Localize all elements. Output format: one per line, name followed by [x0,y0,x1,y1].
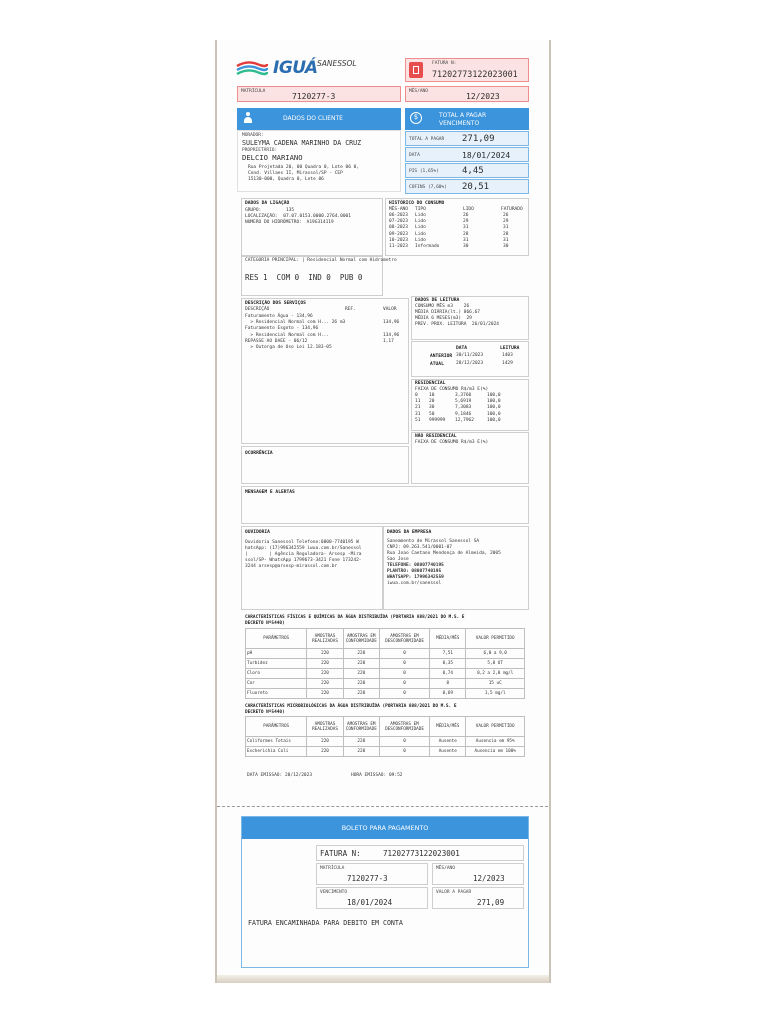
anterior-leitura: 1403 [502,353,513,358]
residencial-title: RESIDENCIAL [415,381,446,386]
boleto-matricula-label: MATRÍCULA [320,866,345,871]
nao-residencial-section [411,432,529,484]
boleto-fatura-value: 71202773122023001 [383,849,460,858]
logo-text: IGUÁ [273,58,318,78]
boleto-debito-text: FATURA ENCAMINHADA PARA DEBITO EM CONTA [248,919,403,927]
ocorrencia-title: OCORRÊNCIA [245,451,273,456]
servico-desc: Faturamento Água - 134,96 [245,314,313,319]
historico-title: HISTÓRICO DO CONSUMO [389,201,445,206]
local-value: 07.07.0153.0000.2764.0001 [283,214,351,219]
historico-cell: 09-2023 [389,231,408,237]
historico-cell: 07-2023 [389,219,408,225]
servico-h-desc: DESCRIÇÃO [245,307,270,312]
historico-cell: 29 [463,219,469,225]
residencial-cell: 100,0 [487,399,501,405]
categoria-section [241,256,397,296]
historico-cell: 26 [463,213,469,218]
servico-line [245,326,405,332]
leitura-h-leitura: LEITURA [500,346,520,351]
empresa-title: DADOS DA EMPRESA [387,530,432,535]
fisicas-header-row [246,629,525,649]
ouvidoria-line-3: | | Agência Reguladora- Arsesp -Mira [245,552,362,557]
micro-cell: Escherichia Coli [246,747,307,757]
fisicas-title-2: DECRETO Nº5440) [245,621,285,626]
residencial-section [411,379,529,431]
hist-h-faturado: FATURADO [501,207,523,212]
fisicas-cell: pH [246,649,307,659]
fisicas-cell: 5,0 UT [466,659,525,669]
categoria-title: CATEGORIA PRINCIPAL: | Residencial Normal com Hidrometro [245,258,397,263]
fisicas-cell: Turbidez [246,659,307,669]
boleto-matricula-value: 7120277-3 [347,874,388,883]
mes-ano-value: 12/2023 [466,92,500,101]
ligacao-title: DADOS DA LIGAÇÃO [245,201,290,206]
boleto-title: BOLETO PARA PAGAMENTO [341,824,429,832]
ouvidoria-line-4: ssol/SP- WhatsApp 1799673-3421 Fone 173242- [245,558,362,563]
servico-desc: REPASSE AO DAEE - 06/12 [245,338,308,344]
historico-cell: 31 [503,237,509,243]
historico-row [389,225,527,231]
grupo-label: GRUPO: [245,208,262,213]
fisicas-cell: 1,5 mg/l [466,689,525,699]
historico-cell: 30 [463,244,469,249]
pis-value: 4,45 [462,166,484,176]
leitura-section [411,296,529,340]
brand-logo [235,56,375,82]
fisicas-cell: 0 [379,679,429,689]
money-icon: $ [410,112,422,124]
micro-cell: Ausente [430,737,466,747]
servico-title: DESCRIÇÃO DOS SERVIÇOS [245,301,306,306]
matricula-label: MATRÍCULA [241,89,266,94]
micro-body [246,737,525,757]
fisicas-header-cell: MÉDIA/MÊS [430,629,466,649]
servico-valor: 134,96 [383,332,400,338]
micro-cell: Ausencia em 95% [466,737,525,747]
servico-desc: Faturamento Esgoto - 134,96 [245,326,319,332]
ligacao-section [241,198,383,256]
micro-header-row [246,717,525,737]
residencial-cell: 100,0 [487,405,501,411]
mes-ano-label: MÊS/ANO [409,89,428,94]
ouvidoria-line-1: Ouvidoria Sanessol Telefone:0800-7740195 W [245,540,359,545]
local-label: LOCALIZAÇÃO: [245,214,278,219]
boleto-valor-label: VALOR A PAGAR [436,890,472,895]
micro-row [246,737,525,747]
historico-cell: 11-2023 [389,244,408,249]
micro-cell: 220 [343,737,379,747]
historico-cell: Lido [415,219,426,225]
historico-cell: 26 [503,213,509,218]
fatura-label: FATURA N: [432,61,457,66]
historico-row [389,232,527,238]
fatura-header [405,58,529,82]
anterior-data: 30/11/2023 [456,353,484,358]
residencial-cell: 7,3083 [455,405,472,411]
utility-bill [215,40,551,983]
servico-line [245,345,405,351]
atual-label: ATUAL [430,362,444,367]
boleto-valor-value: 271,09 [477,898,505,907]
micro-header-cell: MÉDIA/MÊS [430,717,466,737]
residencial-row [415,412,527,418]
historico-cell: 31 [503,225,509,231]
hist-h-mes: MÊS-ANO [389,207,408,212]
micro-cell: Ausencia em 100% [466,747,525,757]
residencial-cell: 999999 [429,417,446,423]
micro-header-cell: AMOSTRAS REALIZADAS [307,717,343,737]
fisicas-header-cell: VALOR PERMITIDO [466,629,525,649]
emissao-hora-label: HORA EMISSAO: [351,773,387,778]
grupo-value: 135 [285,208,295,213]
fisicas-row [246,669,525,679]
user-icon [243,112,253,124]
total-value: 271,09 [462,134,495,144]
emissao-data-value: 28/12/2023 [284,773,313,778]
micro-header-cell: VALOR PERMITIDO [466,717,525,737]
emissao-data [247,773,312,779]
cliente-title: DADOS DO CLIENTE [283,115,343,122]
residencial-cell: 100,0 [487,411,501,417]
residencial-cell: 0 [415,393,418,398]
ouvidoria-section [241,526,383,610]
servico-valor: 134,96 [383,320,400,326]
anterior-label: ANTERIOR [430,354,453,359]
fisicas-cell: 220 [343,649,379,659]
fisicas-cell: 220 [343,659,379,669]
fisicas-cell: 220 [307,649,343,659]
empresa-line-5: TELEFONE: 08007740195 [387,563,444,568]
boleto-mes-ano-value: 12/2023 [473,874,505,883]
micro-cell: 220 [307,747,343,757]
mensagem-section [241,486,529,524]
boleto-vencimento-value: 18/01/2024 [347,898,393,907]
historico-cell: 28 [503,231,509,237]
atual-data: 28/12/2023 [456,361,484,366]
fisicas-header-cell: AMOSTRAS REALIZADAS [307,629,343,649]
boleto-header [242,817,528,839]
boleto-vencimento-label: VENCIMENTO [320,890,348,895]
nao-residencial-title: NÃO RESIDENCIAL [415,434,457,439]
categoria-line: RES 1 COM 0 IND 0 PUB 0 [245,273,363,282]
servico-valor: 1,17 [383,338,394,344]
residencial-cell: 51 [415,417,421,423]
residencial-cell: 50 [429,411,435,417]
micro-cell: 220 [343,747,379,757]
hist-h-lido: LIDO [463,207,474,212]
matricula-value: 7120277-3 [292,92,336,101]
residencial-cell: 3,3760 [455,393,472,398]
mes-ano-box [405,86,529,102]
emissao-data-label: DATA EMISSAO: [247,773,283,778]
fisicas-cell: 0,35 [430,659,466,669]
fisicas-cell: 220 [343,669,379,679]
fisicas-cell: 0,2 a 2,0 mg/l [466,669,525,679]
historico-cell: 29 [503,219,509,225]
historico-cell: Lido [415,231,426,237]
leitura-title: DADOS DE LEITURA [415,298,460,303]
mensagem-title: MENSAGEM E ALERTAS [245,490,295,495]
address-line-2: Cond. Villaes II, Mirassol/SP - CEP [248,171,343,176]
historico-cell: Lido [415,213,426,218]
fisicas-header-cell: PARÂMETROS [246,629,307,649]
data-value: 18/01/2024 [462,151,511,160]
residencial-subtitle: FAIXA DE CONSUMO R$/m3 E(%) [415,387,489,392]
fisicas-cell: Cor [246,679,307,689]
total-title-2: VENCIMENTO [439,120,480,127]
cofins-label: COFINS (7,60%) [409,185,447,190]
total-label: TOTAL A PAGAR [409,137,445,142]
micro-row [246,747,525,757]
servico-h-valor: VALOR [383,307,397,312]
servico-desc: > Residencial Normal com H... 26 m3 [245,320,346,326]
fisicas-cell: 220 [343,679,379,689]
empresa-line-2: CNPJ: 09.263.541/0001-07 [387,545,453,550]
residencial-cell: 12,7962 [455,417,474,423]
residencial-cell: 100,0 [487,417,501,423]
leitura-h-data: DATA [456,346,468,351]
boleto-mes-ano [432,863,524,885]
fisicas-cell: 220 [307,689,343,699]
cofins-row [405,179,529,194]
servico-section [241,298,409,444]
fisicas-cell: 220 [307,659,343,669]
servico-line [245,339,405,345]
boleto-mes-ano-label: MÊS/ANO [436,866,455,871]
historico-cell: Informado [415,244,440,249]
fisicas-table [245,628,525,699]
residencial-row [415,418,527,424]
residencial-cell: 21 [415,405,421,411]
servico-desc: > Outorga de Uso Lei 12.183-05 [245,345,332,350]
fatura-number: 71202773122023001 [432,69,518,79]
boleto-section [241,816,529,968]
micro-header-cell: AMOSTRAS EM CONFORMIDADE [343,717,379,737]
morador-label: MORADOR: [242,133,264,138]
micro-title-1: CARACTERÍSTICAS MICROBIOLÓGICAS DA ÁGUA DISTRIBUÍDA (PORTARIA 888/2021 DO M.S. E [245,704,457,709]
address-line-1: Rua Projetada 20, 00 Quadra 0, Lote 06 0, [248,165,360,170]
leitura-datas [411,341,529,377]
total-header [405,108,529,130]
fisicas-cell: 220 [307,669,343,679]
fisicas-cell: 0 [379,689,429,699]
micro-header-cell: PARÂMETROS [246,717,307,737]
empresa-line-3: Rua Joao Caetano Mendonça de Almeida, 2005 [387,551,501,556]
empresa-line-8: iwua.com.br/sanessol [387,581,442,586]
leitura-prev: PREV. PROX. LEITURA 26/01/2024 [415,322,499,327]
hidro-label: NÚMERO DO HIDRÔMETRO: [245,220,302,225]
residencial-cell: 30 [429,405,435,411]
barcode-icon [409,62,423,78]
empresa-section [383,526,529,610]
fisicas-cell: 0 [430,679,466,689]
leitura-media-6: MÉDIA 6 MESES(m3) 29 [415,316,472,321]
residencial-cell: 11 [415,399,421,405]
ocorrencia-section [241,446,409,484]
servico-line [245,333,405,339]
fisicas-cell: 0 [379,649,429,659]
ouvidoria-title: OUVIDORIA [245,530,270,535]
fisicas-cell: 0 [379,669,429,679]
emissao-hora [351,773,403,779]
residencial-row [415,405,527,411]
fisicas-body [246,649,525,699]
pis-label: PIS (1,65%) [409,169,439,174]
micro-cell: 0 [379,737,429,747]
fisicas-cell: Cloro [246,669,307,679]
fisicas-title-1: CARACTERÍSTICAS FÍSICAS E QUÍMICAS DA ÁGUA DISTRIBUÍDA (PORTARIA 888/2021 DO M.S. E [245,615,465,620]
cofins-value: 20,51 [462,182,490,192]
fisicas-header-cell: AMOSTRAS EM CONFORMIDADE [343,629,379,649]
fisicas-cell: 7,51 [430,649,466,659]
fisicas-cell: 0,74 [430,669,466,679]
historico-cell: 31 [463,225,469,231]
matricula-box [237,86,401,102]
hist-h-tipo: TIPO [415,207,426,212]
data-vencimento-row [405,147,529,162]
servico-desc: > Residencial Normal com H... [245,332,329,338]
fisicas-header-cell: AMOSTRAS EM DESCONFORMIDADE [379,629,429,649]
proprietario-label: PROPRIETÁRIO: [242,148,278,153]
address-line-3: 15130-000, Quadra 0, Lote 06 [248,177,324,182]
residencial-cell: 10 [429,393,435,398]
micro-header-cell: AMOSTRAS EM DESCONFORMIDADE [379,717,429,737]
historico-section [385,198,529,256]
residencial-cell: 9,1846 [455,411,472,417]
leitura-media-dia: MÉDIA DIÁRIA(lt.) 866,67 [415,310,481,315]
fisicas-row [246,679,525,689]
fisicas-row [246,689,525,699]
residencial-cell: 31 [415,411,421,417]
historico-cell: 06-2023 [389,213,408,218]
fisicas-row [246,659,525,669]
micro-cell: Coliformes Totais [246,737,307,747]
fisicas-row [246,649,525,659]
fisicas-cell: 220 [307,679,343,689]
historico-cell: 31 [463,237,469,243]
leitura-consumo: CONSUMO MÊS m3 26 [415,304,470,309]
historico-row [389,244,527,250]
micro-cell: 220 [307,737,343,747]
boleto-fatura-label: FATURA N: [320,849,361,858]
logo-sub: SANESSOL [317,59,357,68]
historico-cell: Lido [415,237,426,243]
micro-table [245,716,525,757]
atual-leitura: 1429 [502,361,513,366]
fisicas-cell: 15 uC [466,679,525,689]
micro-cell: 0 [379,747,429,757]
fisicas-cell: Fluoreto [246,689,307,699]
empresa-line-1: Saneamento de Mirassol Sanessol SA [387,539,480,544]
ouvidoria-line-2: hatsApp: (17)996342559 iwua.com.br/Sanessol [245,546,362,551]
fisicas-cell: 0 [379,659,429,669]
historico-cell: Lido [415,225,426,231]
historico-row [389,238,527,244]
cliente-body [237,130,401,192]
boleto-matricula [316,863,428,885]
boleto-valor [432,887,524,909]
fisicas-cell: 0,69 [430,689,466,699]
historico-cell: 08-2023 [389,225,408,231]
hidro-value: A19G314119 [306,220,334,225]
emissao-hora-value: 09:52 [388,773,403,778]
micro-title-2: DECRETO Nº5440) [245,710,285,715]
residencial-cell: 100,0 [487,393,501,398]
hidro-row [245,220,334,226]
data-label: DATA [409,153,420,158]
tear-line [217,806,551,807]
ouvidoria-line-5: 3244 arsesp@arsesp-mirassol.com.br [245,564,338,569]
residencial-cell: 5,6919 [455,399,472,405]
micro-cell: Ausente [430,747,466,757]
total-pagar-row [405,131,529,146]
empresa-line-7: WHATSAPP: 17996342559 [387,575,444,580]
boleto-fatura [316,845,524,861]
empresa-line-4: Sao Jose [387,557,409,562]
fisicas-cell: 6,0 a 9,0 [466,649,525,659]
historico-cell: 10-2023 [389,237,408,243]
boleto-vencimento [316,887,428,909]
total-title-1: TOTAL A PAGAR [439,112,487,119]
servico-h-ref: REF. [345,307,356,312]
morador-value: SULEYMA CADENA MARINHO DA CRUZ [242,139,362,147]
empresa-line-6: PLANTÃO: 08007740195 [387,569,442,574]
proprietario-value: DELCIO MARIANO [242,153,303,162]
logo-waves-icon [235,58,269,78]
historico-cell: 30 [503,244,509,249]
nao-residencial-subtitle: FAIXA DE CONSUMO R$/m3 E(%) [415,440,489,445]
pis-row [405,163,529,178]
cliente-header [237,108,401,130]
residencial-cell: 20 [429,399,435,405]
historico-cell: 28 [463,231,469,237]
fisicas-cell: 220 [343,689,379,699]
